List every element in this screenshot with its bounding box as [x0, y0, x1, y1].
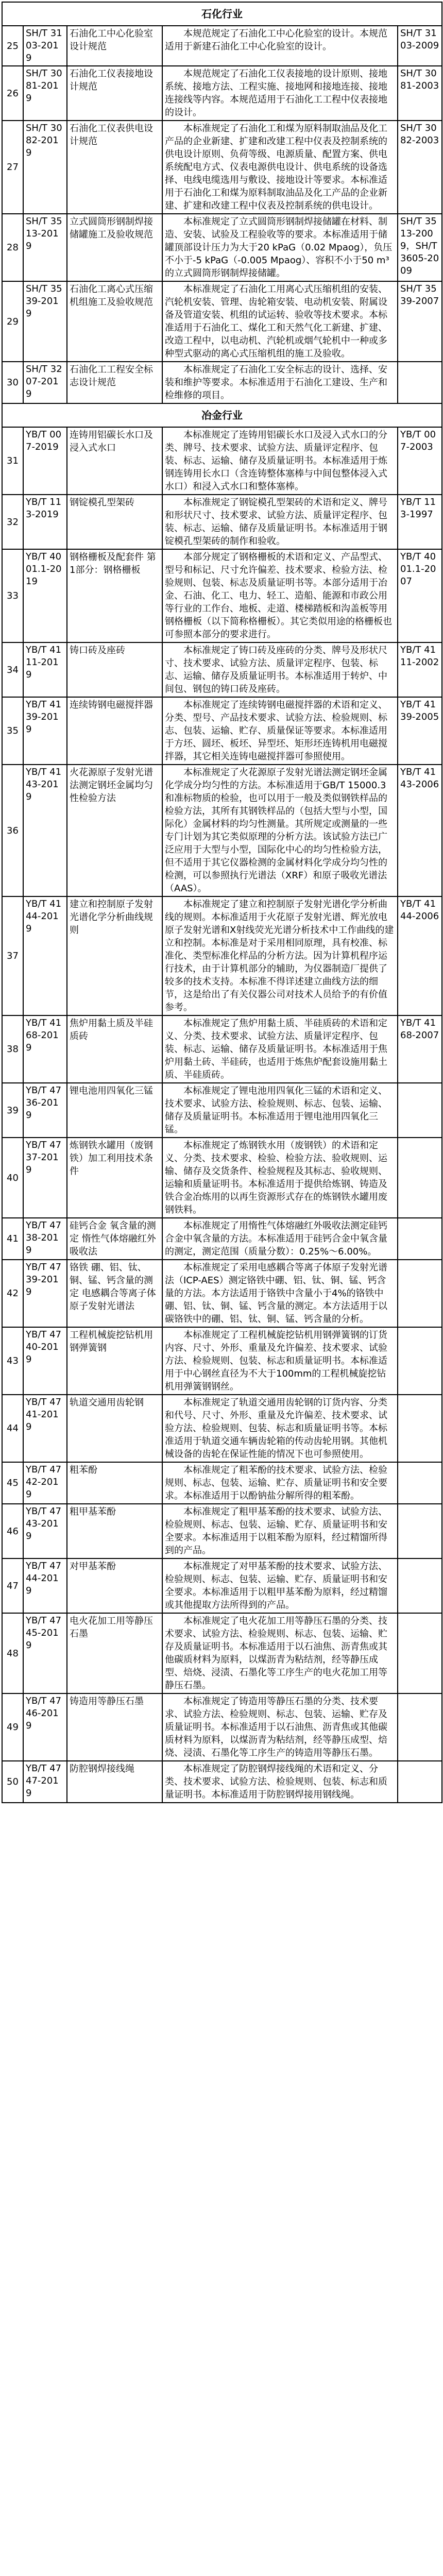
- standard-name-cell: 对甲基苯酚: [67, 1558, 162, 1613]
- replaced-standard-cell: SH/T 3513-2009，SH/T 3605-2009: [398, 214, 442, 281]
- replaced-standard-cell: YB/T 4168-2007: [398, 1015, 442, 1083]
- standard-name-cell: 连续铸钢电磁搅拌器: [67, 697, 162, 765]
- standard-name-cell: 锂电池用四氧化三锰: [67, 1083, 162, 1138]
- table-row: [2, 1138, 442, 1218]
- replaced-standard-cell: YB/T 4001.1-2007: [398, 549, 442, 642]
- standard-number-cell: YB/T 4143-2019: [23, 765, 67, 896]
- main-content-cell: 本标准规定了对甲基苯酚的技术要求、试验方法、检验规则、标志、包装、运输、贮存、质量证明书和安全要求。本标准适用于以粗甲基苯酚为原料，经过精馏或其他提取方法所得到的产品。: [162, 1558, 398, 1613]
- replaced-standard-cell: YB/T 113-1997: [398, 495, 442, 549]
- standard-number-cell: SH/T 3207-2019: [23, 362, 67, 403]
- table-row: [2, 1693, 442, 1761]
- main-content-cell: 本标准规定了铸口砖及座砖的分类、牌号及形状尺寸、技术要求、试验方法、质量评定程序、包装、标志、运输、储存及质量证明书。本标准适用于转炉、中间包、钢包的铸口砖及座砖。: [162, 642, 398, 697]
- standard-number-cell: YB/T 4746-2019: [23, 1693, 67, 1761]
- row-number-cell: 26: [2, 66, 23, 121]
- standard-number-cell: YB/T 4737-2019: [23, 1138, 67, 1218]
- table-row: [2, 765, 442, 896]
- standard-name-cell: 轨道交通用齿轮钢: [67, 1395, 162, 1462]
- replaced-standard-cell: YB/T 007-2003: [398, 427, 442, 495]
- standard-name-cell: 工程机械旋挖钻机用钢弹簧钢: [67, 1327, 162, 1395]
- standards-table: [2, 2, 442, 1803]
- main-content-cell: 本标准规定了立式圆筒形钢制焊接储罐在材料、制造、安装、试验及工程验收等的要求。本标准适用于储罐顶部设计压力为大于20 kPaG（0.02 Mpaog），负压不小于-5 kPaG（-0.005 Mpaog）、容积不小于50 m³的立式圆筒形钢制焊接储罐。: [162, 214, 398, 281]
- main-content-cell: 本标准规定了采用电感耦合等离子体原子发射光谱法（ICP-AES）测定铬铁中硼、铝、钛、铜、锰、钙含量的方法。本方法适用于铬铁中含量小于4%的铬铁中硼、铝、钛、铜、锰、钙含量的测定。本方法适用于以碳铬铁中的硼、铝、钛、铜、锰、钙含量的分析。: [162, 1260, 398, 1327]
- standard-name-cell: 火花源原子发射光谱法测定钢坯金属均匀性检验方法: [67, 765, 162, 896]
- table-row: [2, 1613, 442, 1693]
- main-content-cell: 本部分规定了钢格栅板的术语和定义、产品型式、型号和标记、尺寸允许偏差、技术要求、检验方法、检验规则、包装、标志及质量证明书等。本部分适用于冶金、石油、化工、电力、轻工、造船、能源和市政公用等行业的工作台、地板、走道、楼梯踏板和沟盖板等用钢格栅板（以下简称格栅板）。其它类似用途的格栅板也可参照本部分的要求进行。: [162, 549, 398, 642]
- row-number-cell: 36: [2, 765, 23, 896]
- standard-number-cell: YB/T 4740-2019: [23, 1327, 67, 1395]
- replaced-standard-cell: YB/T 4111-2002: [398, 642, 442, 697]
- standard-name-cell: 石油化工仪表供电设计规范: [67, 121, 162, 214]
- standard-number-cell: SH/T 3513-2019: [23, 214, 67, 281]
- replaced-standard-cell: SH/T 3081-2003: [398, 66, 442, 121]
- standard-name-cell: 电火花加工用等静压石墨: [67, 1613, 162, 1693]
- standard-name-cell: 石油化工离心式压缩机组施工及验收规范: [67, 281, 162, 362]
- row-number-cell: 48: [2, 1613, 23, 1693]
- table-row: [2, 1015, 442, 1083]
- standard-name-cell: 钢锭模孔型架砖: [67, 495, 162, 549]
- standard-number-cell: YB/T 4144-2019: [23, 896, 67, 1015]
- standard-name-cell: 石油化工工程安全标志设计规范: [67, 362, 162, 403]
- row-number-cell: 43: [2, 1327, 23, 1395]
- row-number-cell: 35: [2, 697, 23, 765]
- row-number-cell: 37: [2, 896, 23, 1015]
- table-row: [2, 1218, 442, 1260]
- standard-number-cell: SH/T 3082-2019: [23, 121, 67, 214]
- replaced-standard-cell: SH/T 3539-2007: [398, 281, 442, 362]
- table-row: [2, 697, 442, 765]
- replaced-standard-cell: SH/T 3103-2009: [398, 26, 442, 66]
- table-row: [2, 1462, 442, 1504]
- row-number-cell: 50: [2, 1761, 23, 1803]
- main-content-cell: 本标准规定了炼钢铁水用（废钢铁）的术语和定义、分类、技术要求、检验、检验方法、验收规则、运输、储存及交货条件、检验规程及其标志、验收规则、运输和质量证明书。本标准适用于提供给炼钢、铸造及铁合金冶炼用的以再生资源形式存在的炼钢铁水罐用废钢铁料。: [162, 1138, 398, 1218]
- replaced-standard-cell: [398, 1083, 442, 1138]
- standard-name-cell: 粗苯酚: [67, 1462, 162, 1504]
- main-content-cell: 本标准规定了用惰性气体熔融红外吸收法测定硅钙合金中氧含量的方法。本标准适用于硅钙合金中氧含量的测定，测定范围（质量分数）：0.25%～6.00%。: [162, 1218, 398, 1260]
- replaced-standard-cell: YB/T 4143-2006: [398, 765, 442, 896]
- row-number-cell: 45: [2, 1462, 23, 1504]
- standard-name-cell: 炼钢铁水罐用（废钢铁）加工利用技术条件: [67, 1138, 162, 1218]
- standard-number-cell: YB/T 4139-2019: [23, 697, 67, 765]
- standard-name-cell: 铬铁 硼、铝、钛、铜、锰、钙含量的测定 电感耦合等离子体原子发射光谱法: [67, 1260, 162, 1327]
- standard-number-cell: YB/T 4111-2019: [23, 642, 67, 697]
- section-title: 石化行业: [2, 2, 442, 26]
- table-row: [2, 1260, 442, 1327]
- table-row: [2, 1395, 442, 1462]
- row-number-cell: 41: [2, 1218, 23, 1260]
- standard-number-cell: YB/T 4168-2019: [23, 1015, 67, 1083]
- table-row: [2, 214, 442, 281]
- table-row: [2, 281, 442, 362]
- row-number-cell: 25: [2, 26, 23, 66]
- table-row: [2, 549, 442, 642]
- main-content-cell: 本标准规定了防腔钢焊接线绳的术语和定义、分类、技术要求、试验方法、检验规则、包装、标志和质量证明书。本标准适用于防腔钢焊接用钢线绳。: [162, 1761, 398, 1803]
- main-content-cell: 本规范规定了石油化工中心化验室的设计。本规范适用于新建石油化工中心化验室的设计。: [162, 26, 398, 66]
- row-number-cell: 44: [2, 1395, 23, 1462]
- row-number-cell: 29: [2, 281, 23, 362]
- table-row: [2, 362, 442, 403]
- table-row: [2, 896, 442, 1015]
- row-number-cell: 42: [2, 1260, 23, 1327]
- replaced-standard-cell: SH/T 3082-2003: [398, 121, 442, 214]
- standard-name-cell: 建立和控制原子发射光谱化学分析曲线规则: [67, 896, 162, 1015]
- row-number-cell: 34: [2, 642, 23, 697]
- standard-number-cell: SH/T 3539-2019: [23, 281, 67, 362]
- replaced-standard-cell: [398, 1558, 442, 1613]
- table-row: [2, 1083, 442, 1138]
- main-content-cell: 本标准规定了建立和控制原子发射光谱化学分析曲线的规则。本标准适用于火花原子发射光谱、辉光放电原子发射光谱和X射线荧光光谱分析技术中工作曲线的建立和控制。本标准是对于采用相同原理，具有校准、标准化、类型标准化样品的分析方法。因为计算机程序运行技术，由于计算机部分的辅助，为仪器制造厂提供了较多的技术支持。本标准不得详述建立曲线方法的细节，这是给出了有关仪器公司对技术人员给予的有价值参考。: [162, 896, 398, 1015]
- main-content-cell: 本标准规定了连铸用铝碳长水口及浸入式水口的分类、牌号、技术要求、试验方法、质量评定程序、包装、标志、运输、储存及质量证明书。本标准适用于炼钢连铸用长水口（含连铸整体塞棒与中间包整体浸入式水口）和浸入式水口和整体塞棒。: [162, 427, 398, 495]
- standard-name-cell: 焦炉用黏土质及半硅质砖: [67, 1015, 162, 1083]
- standard-name-cell: 立式圆筒形钢制焊接储罐施工及验收规范: [67, 214, 162, 281]
- row-number-cell: 39: [2, 1083, 23, 1138]
- main-content-cell: 本标准规定了粗苯酚的技术要求、试验方法、检验规则、标志、包装、运输、贮存、质量证明书和安全要求。本标准适用于以酚钠盐分解所得的粗苯酚。: [162, 1462, 398, 1504]
- table-row: [2, 495, 442, 549]
- table-row: [2, 1504, 442, 1558]
- standard-name-cell: 石油化工中心化验室设计规范: [67, 26, 162, 66]
- main-content-cell: 本标准规定了焦炉用黏土质、半硅质砖的术语和定义、分类、技术要求、试验方法、质量评定程序、包装、标志、运输、储存及质量证明书。本标准适用于焦炉用黏土砖、半硅砖，也适用于炼焦炉配套设施用黏土质、半硅质砖。: [162, 1015, 398, 1083]
- standard-number-cell: YB/T 4745-2019: [23, 1613, 67, 1693]
- standard-name-cell: 铸口砖及座砖: [67, 642, 162, 697]
- row-number-cell: 46: [2, 1504, 23, 1558]
- standard-number-cell: YB/T 4738-2019: [23, 1218, 67, 1260]
- replaced-standard-cell: [398, 362, 442, 403]
- replaced-standard-cell: [398, 1613, 442, 1693]
- row-number-cell: 28: [2, 214, 23, 281]
- standard-number-cell: YB/T 4747-2019: [23, 1761, 67, 1803]
- standard-name-cell: 钢格栅板及配套件 第1部分：钢格栅板: [67, 549, 162, 642]
- main-content-cell: 本标准规定了轨道交通用齿轮钢的订货内容、分类和代号、尺寸、外形、重量及允许偏差、技术要求、试验方法、检验规则、包装、标志和质量证明书等。本标准适用于轨道交通车辆齿轮箱的传动齿轮用钢。其他机械设备的齿轮在保证性能的情况下也可参照使用。: [162, 1395, 398, 1462]
- table-row: [2, 427, 442, 495]
- replaced-standard-cell: [398, 1504, 442, 1558]
- main-content-cell: 本标准规定了石油化工和煤为原料制取油品及化工产品的企业新建、扩建和改建工程中仪表及控制系统的供电设计原则、负荷等级、电源质量、配置方案、供电系统配电方式、仪表电源供电设计、供电系统的设备选择、电线电缆选用与敷设、接地设计等要求。本标准适用于石油化工和煤为原料制取油品及化工产品的企业新建、扩建和改建工程中仪表及控制系统的供电设计。: [162, 121, 398, 214]
- standard-name-cell: 石油化工仪表接地设计规范: [67, 66, 162, 121]
- standard-number-cell: YB/T 4744-2019: [23, 1558, 67, 1613]
- main-content-cell: 本标准规定了锂电池用四氧化三锰的术语和定义、技术要求、试验方法、检验规则、标志、包装、运输、储存及质量证明书。本标准适用于锂电池用四氧化三锰。: [162, 1083, 398, 1138]
- row-number-cell: 38: [2, 1015, 23, 1083]
- standard-name-cell: 铸造用等静压石墨: [67, 1693, 162, 1761]
- replaced-standard-cell: [398, 1138, 442, 1218]
- table-row: [2, 1558, 442, 1613]
- standard-number-cell: YB/T 4741-2019: [23, 1395, 67, 1462]
- replaced-standard-cell: [398, 1462, 442, 1504]
- table-row: [2, 1327, 442, 1395]
- main-content-cell: 本标准规定了火花源原子发射光谱法测定钢坯金属化学成分均匀性的方法。本标准适用于GB/T 15000.3和准标物质的检验，也可以用于一般及类似钢铁样品的检验方法，其所有其钢铁样品的（包括大型与小型，国际化）金属材料的均匀性测量。其所规定或测量的一些专门计划为其它类似原理的分析方法。该试验方法已广泛应用于大型与小型，国际化中心的均匀性检验方法，但不适用于其它仪器检测的金属材料化学成分均匀性的检测，可以参照执行光谱法（XRF）和原子吸收光谱法（AAS）。: [162, 765, 398, 896]
- standard-number-cell: YB/T 007-2019: [23, 427, 67, 495]
- row-number-cell: 49: [2, 1693, 23, 1761]
- standard-number-cell: SH/T 3103-2019: [23, 26, 67, 66]
- table-row: [2, 1761, 442, 1803]
- replaced-standard-cell: [398, 1693, 442, 1761]
- main-content-cell: 本标准规定了连续铸钢电磁搅拌器的术语和定义、分类、型号、产品技术要求、试验方法、检验规则、标志、包装、运输、贮存、质量保证等要求。本标准适用于方坯、圆坯、板坯、异型坯、矩形坯连铸机用电磁搅拌器，其它相关连铸电磁搅拌器可参照使用。: [162, 697, 398, 765]
- section-header-row: [2, 403, 442, 427]
- section-title: 冶金行业: [2, 403, 442, 427]
- replaced-standard-cell: YB/T 4144-2006: [398, 896, 442, 1015]
- standard-number-cell: SH/T 3081-2019: [23, 66, 67, 121]
- standard-number-cell: YB/T 4739-2019: [23, 1260, 67, 1327]
- main-content-cell: 本标准规定了粗甲基苯酚的技术要求、试验方法、检验规则、标志、包装、运输、贮存、质量证明书和安全要求。本标准适用于以粗苯酚为原料，经过精馏所得到的产品。: [162, 1504, 398, 1558]
- table-row: [2, 642, 442, 697]
- standard-number-cell: YB/T 113-2019: [23, 495, 67, 549]
- main-content-cell: 本标准规定了石油化工安全标志的设计、选择、安装和维护等要求。本标准适用于石油化工建设、生产和检维修的项目。: [162, 362, 398, 403]
- standard-number-cell: YB/T 4736-2019: [23, 1083, 67, 1138]
- replaced-standard-cell: YB/T 4139-2005: [398, 697, 442, 765]
- row-number-cell: 33: [2, 549, 23, 642]
- standard-name-cell: 硅钙合金 氧含量的测定 惰性气体熔融红外吸收法: [67, 1218, 162, 1260]
- row-number-cell: 47: [2, 1558, 23, 1613]
- replaced-standard-cell: [398, 1327, 442, 1395]
- row-number-cell: 30: [2, 362, 23, 403]
- standard-number-cell: YB/T 4742-2019: [23, 1462, 67, 1504]
- main-content-cell: 本标准规定了石油化工用离心式压缩机组的安装、汽轮机安装、管理、齿轮箱安装、电动机安装、附属设备及管道安装、机组的试运转、验收等技术要求。本标准适用于石油化工、煤化工和天然气化工新建、扩建、改造工程中，以电动机、汽轮机或烟气轮机中一种或多种型式驱动的离心式压缩机组的施工及验收。: [162, 281, 398, 362]
- main-content-cell: 本标准规定了钢锭模孔型架砖的术语和定义、牌号和形状尺寸、技术要求、试验方法、质量评定程序、包装、标志、运输、储存及质量证明书。本标准适用于钢锭模孔型架砖的制作和验收。: [162, 495, 398, 549]
- main-content-cell: 本标准规定了铸造用等静压石墨的分类、技术要求、试验方法、检验规则、标志、包装、运输、贮存及质量证明书。本标准适用于以石油焦、沥青焦或其他碳质材料为原料，以煤沥青为粘结剂，经等静压成型、焙烧、浸渍、石墨化等工序生产的铸造用等静压石墨。: [162, 1693, 398, 1761]
- table-row: [2, 121, 442, 214]
- table-row: [2, 26, 442, 66]
- row-number-cell: 32: [2, 495, 23, 549]
- replaced-standard-cell: [398, 1260, 442, 1327]
- standard-number-cell: YB/T 4743-2019: [23, 1504, 67, 1558]
- main-content-cell: 本规范规定了石油化工仪表接地的设计原则、接地系统、接地方法、工程实施、接地网和接地连接、接地连接线等内容。本规范适用于石油化工工程中仪表接地的设计。: [162, 66, 398, 121]
- table-row: [2, 66, 442, 121]
- standard-name-cell: 粗甲基苯酚: [67, 1504, 162, 1558]
- replaced-standard-cell: [398, 1761, 442, 1803]
- replaced-standard-cell: [398, 1218, 442, 1260]
- main-content-cell: 本标准规定了工程机械旋挖钻机用钢弹簧钢的订货内容、尺寸、外形、重量及允许偏差、技术要求、试验方法、检验规则、包装、标志和质量证明书。本标准适用于中心钢丝直径为不大于100mm的工程机械旋挖钻机用弹簧钢钢丝。: [162, 1327, 398, 1395]
- standard-name-cell: 防腔钢焊接线绳: [67, 1761, 162, 1803]
- row-number-cell: 27: [2, 121, 23, 214]
- row-number-cell: 40: [2, 1138, 23, 1218]
- section-header-row: [2, 2, 442, 26]
- replaced-standard-cell: [398, 1395, 442, 1462]
- standard-name-cell: 连铸用铝碳长水口及浸入式水口: [67, 427, 162, 495]
- main-content-cell: 本标准规定了电火花加工用等静压石墨的分类、技术要求、试验方法、检验规则、标志、包装、运输、贮存及质量证明书。本标准适用于以石油焦、沥青焦或其他碳质材料为原料，以煤沥青为粘结剂，经等静压成型、焙烧、浸渍、石墨化等工序生产的电火花加工用等静压石墨。: [162, 1613, 398, 1693]
- row-number-cell: 31: [2, 427, 23, 495]
- standard-number-cell: YB/T 4001.1-2019: [23, 549, 67, 642]
